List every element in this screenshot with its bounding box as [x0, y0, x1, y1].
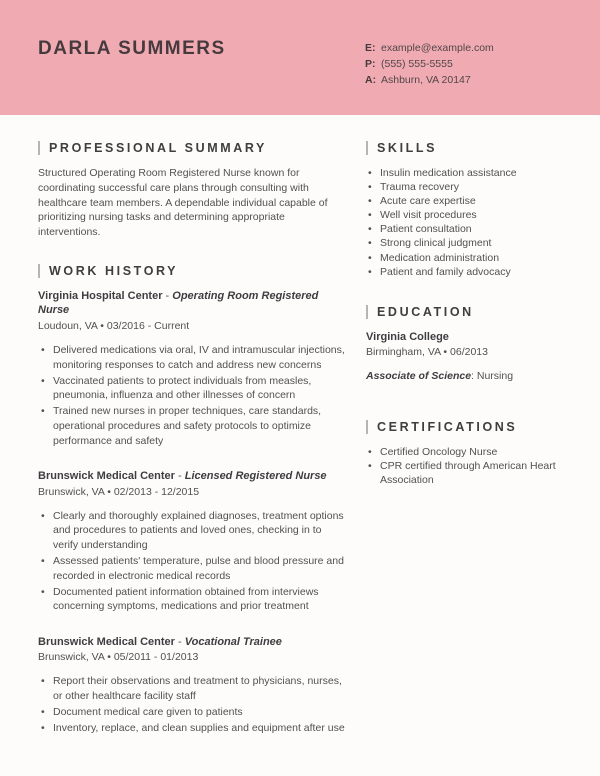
education-degree-field: : Nursing: [471, 369, 514, 382]
skills-heading: SKILLS: [366, 141, 566, 155]
email-label: E:: [365, 42, 376, 54]
email-value: example@example.com: [381, 42, 494, 54]
skill-item: • Trauma recovery: [366, 180, 566, 194]
education-location-date: Birmingham, VA • 06/2013: [366, 345, 488, 358]
job-2-company: Brunswick Medical Center: [38, 470, 175, 483]
left-column: [38, 141, 346, 760]
certifications-heading: CERTIFICATIONS: [366, 420, 566, 434]
job-2-title-line: [38, 469, 346, 484]
contact-address-row: [365, 72, 565, 88]
address-label: A:: [365, 74, 377, 86]
job-2-separator: -: [174, 470, 185, 483]
job-1-title-line: [38, 289, 346, 318]
education-school: Virginia College: [366, 330, 449, 343]
contact-email-row: [365, 40, 565, 56]
education-degree-line: [366, 369, 566, 384]
phone-value: (555) 555-5555: [381, 58, 453, 70]
skill-item: • Patient consultation: [366, 222, 566, 236]
phone-label: P:: [365, 58, 376, 70]
job-1-position: Operating Room Registered Nurse: [38, 289, 319, 317]
job-2-bullets: [38, 509, 346, 614]
skill-item: • Strong clinical judgment: [366, 236, 566, 250]
job-2-location-dates: Brunswick, VA • 02/2013 - 12/2015: [38, 485, 200, 498]
job-2-bullet: • Clearly and thoroughly explained diagnoses, treatment options and procedures to patients and loved ones, checking in to verify understanding: [38, 509, 346, 553]
skill-item: • Acute care expertise: [366, 194, 566, 208]
job-1-bullets: [38, 343, 346, 448]
professional-summary-text: Structured Operating Room Registered Nurse known for coordinating successful care plans through consulting with healthcare team members. A dependable individual capable of prioritizing nursing tasks and determining appropriate interventions.: [38, 167, 328, 239]
job-3-position: Vocational Trainee: [184, 635, 282, 648]
skill-item: • Insulin medication assistance: [366, 166, 566, 180]
section-education: [366, 305, 566, 384]
job-1-bullet: • Delivered medications via oral, IV and intramuscular injections, monitoring responses to catch and address new concerns: [38, 343, 346, 372]
skills-list: [366, 166, 566, 279]
job-entry-1: [38, 289, 346, 448]
certifications-list: [366, 445, 566, 487]
resume-body: [0, 115, 600, 760]
job-1-location-dates: Loudoun, VA • 03/2016 - Current: [38, 319, 190, 332]
contact-block: [365, 40, 565, 115]
job-1-separator: -: [162, 289, 173, 302]
job-3-company: Brunswick Medical Center: [38, 635, 175, 648]
candidate-name: DARLA SUMMERS: [38, 38, 226, 59]
job-2-bullet: • Documented patient information obtained from interviews concerning symptoms, medications and prior treatment: [38, 585, 346, 614]
skill-item: • Patient and family advocacy: [366, 265, 566, 279]
address-value: Ashburn, VA 20147: [381, 74, 471, 86]
job-1-bullet: • Trained new nurses in proper techniques, care standards, operational procedures and safety protocols to optimize performance and safety: [38, 404, 346, 448]
job-3-bullet: • Report their observations and treatment to physicians, nurses, or other healthcare facility staff: [38, 674, 346, 703]
section-professional-summary: [38, 141, 346, 240]
work-history-heading: WORK HISTORY: [38, 264, 346, 278]
job-3-bullet: • Document medical care given to patients: [38, 705, 346, 720]
job-2-bullet: • Assessed patients' temperature, pulse and blood pressure and recorded in electronic medical records: [38, 554, 346, 583]
education-heading: EDUCATION: [366, 305, 566, 319]
job-entry-2: [38, 469, 346, 614]
job-3-bullets: [38, 674, 346, 735]
job-3-location-dates: Brunswick, VA • 05/2011 - 01/2013: [38, 651, 199, 664]
resume-header: [0, 0, 600, 115]
certification-item: • CPR certified through American Heart Association: [366, 459, 566, 487]
skill-item: • Medication administration: [366, 251, 566, 265]
skill-item: • Well visit procedures: [366, 208, 566, 222]
job-3-separator: -: [174, 635, 185, 648]
contact-phone-row: [365, 56, 565, 72]
section-certifications: [366, 420, 566, 487]
job-1-bullet: • Vaccinated patients to protect individuals from measles, pneumonia, influenza and other illnesses of concern: [38, 374, 346, 403]
professional-summary-heading: PROFESSIONAL SUMMARY: [38, 141, 346, 155]
certification-item: • Certified Oncology Nurse: [366, 445, 566, 459]
job-entry-3: [38, 635, 346, 736]
section-skills: [366, 141, 566, 279]
job-1-company: Virginia Hospital Center: [38, 289, 163, 302]
job-3-title-line: [38, 635, 346, 650]
education-degree: Associate of Science: [366, 369, 472, 382]
section-work-history: [38, 264, 346, 736]
right-column: [366, 141, 566, 760]
job-2-position: Licensed Registered Nurse: [184, 470, 327, 483]
job-3-bullet: • Inventory, replace, and clean supplies and equipment after use: [38, 721, 346, 736]
